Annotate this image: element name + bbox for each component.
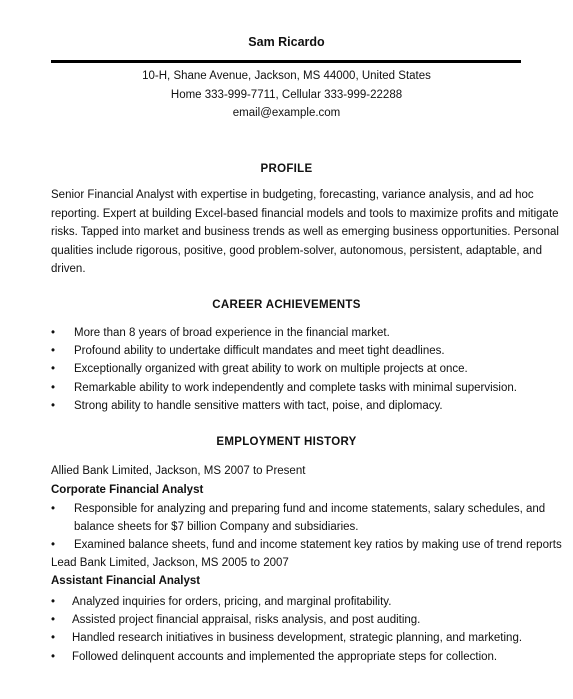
job-duties-list [51,500,562,555]
list-item: • Responsible for analyzing and preparing fund and income statements, salary schedules, and [51,500,531,518]
list-item: • Handled research initiatives in business development, strategic planning, and marketing. [51,629,531,647]
job-duties-list [51,593,531,666]
profile-line: reporting. Expert at building Excel-based financial models and tools to maximize profits and mitigate [51,207,559,220]
profile-heading: PROFILE [260,163,313,175]
bullet-icon: • [51,327,56,339]
job-employer: Lead Bank Limited, Jackson, MS 2005 to 2007 [51,557,289,569]
list-item: • Profound ability to undertake difficult mandates and meet tight deadlines. [51,342,531,360]
bullet-icon: • [51,381,56,394]
list-item-continuation: balance sheets for $7 billion Company and subsidiaries. [74,521,359,534]
bullet-icon: • [51,632,56,645]
bullet-icon: • [51,503,56,515]
list-item: • Assisted project financial appraisal, risks analysis, and post auditing. [51,611,531,629]
bullet-icon: • [51,614,56,627]
list-item: • Exceptionally organized with great ability to work on multiple projects at once. [51,360,531,378]
profile-line: qualities include rigorous, positive, good problem-solver, autonomous, persistent, adaptable, and [51,244,542,257]
profile-line: risks. Tapped into market and business trends as well as emerging business opportunities. Personal [51,226,559,238]
list-item: • Strong ability to handle sensitive matters with tact, poise, and diplomacy. [51,397,531,415]
achievements-list [51,324,531,415]
list-item: • Examined balance sheets, fund and income statement key ratios by making use of trend reports [51,536,531,554]
bullet-icon: • [51,539,56,552]
list-item: • Remarkable ability to work independently and complete tasks with minimal supervision. [51,379,531,397]
header-divider [51,60,521,63]
profile-line: driven. [51,263,86,275]
job-title: Assistant Financial Analyst [51,575,201,587]
profile-paragraph [51,186,559,279]
bullet-icon: • [51,363,56,376]
email-line: email@example.com [232,107,341,119]
candidate-name: Sam Ricardo [248,35,325,49]
bullet-icon: • [51,399,56,412]
bullet-icon: • [51,650,56,663]
job-title: Corporate Financial Analyst [51,484,204,496]
list-item: • Analyzed inquiries for orders, pricing, and marginal profitability. [51,593,531,611]
bullet-icon: • [51,345,56,358]
profile-line: Senior Financial Analyst with expertise in budgeting, forecasting, variance analysis, and ad hoc [51,189,534,201]
bullet-icon: • [51,596,56,608]
list-item: • More than 8 years of broad experience in the financial market. [51,324,531,342]
employment-heading: EMPLOYMENT HISTORY [216,436,357,448]
list-item: • Followed delinquent accounts and implemented the appropriate steps for collection. [51,648,531,666]
address-line: 10-H, Shane Avenue, Jackson, MS 44000, United States [142,70,431,82]
achievements-heading: CAREER ACHIEVEMENTS [212,299,361,311]
phone-line: Home 333-999-7711, Cellular 333-999-22288 [170,89,403,101]
job-employer: Allied Bank Limited, Jackson, MS 2007 to Present [51,465,306,477]
